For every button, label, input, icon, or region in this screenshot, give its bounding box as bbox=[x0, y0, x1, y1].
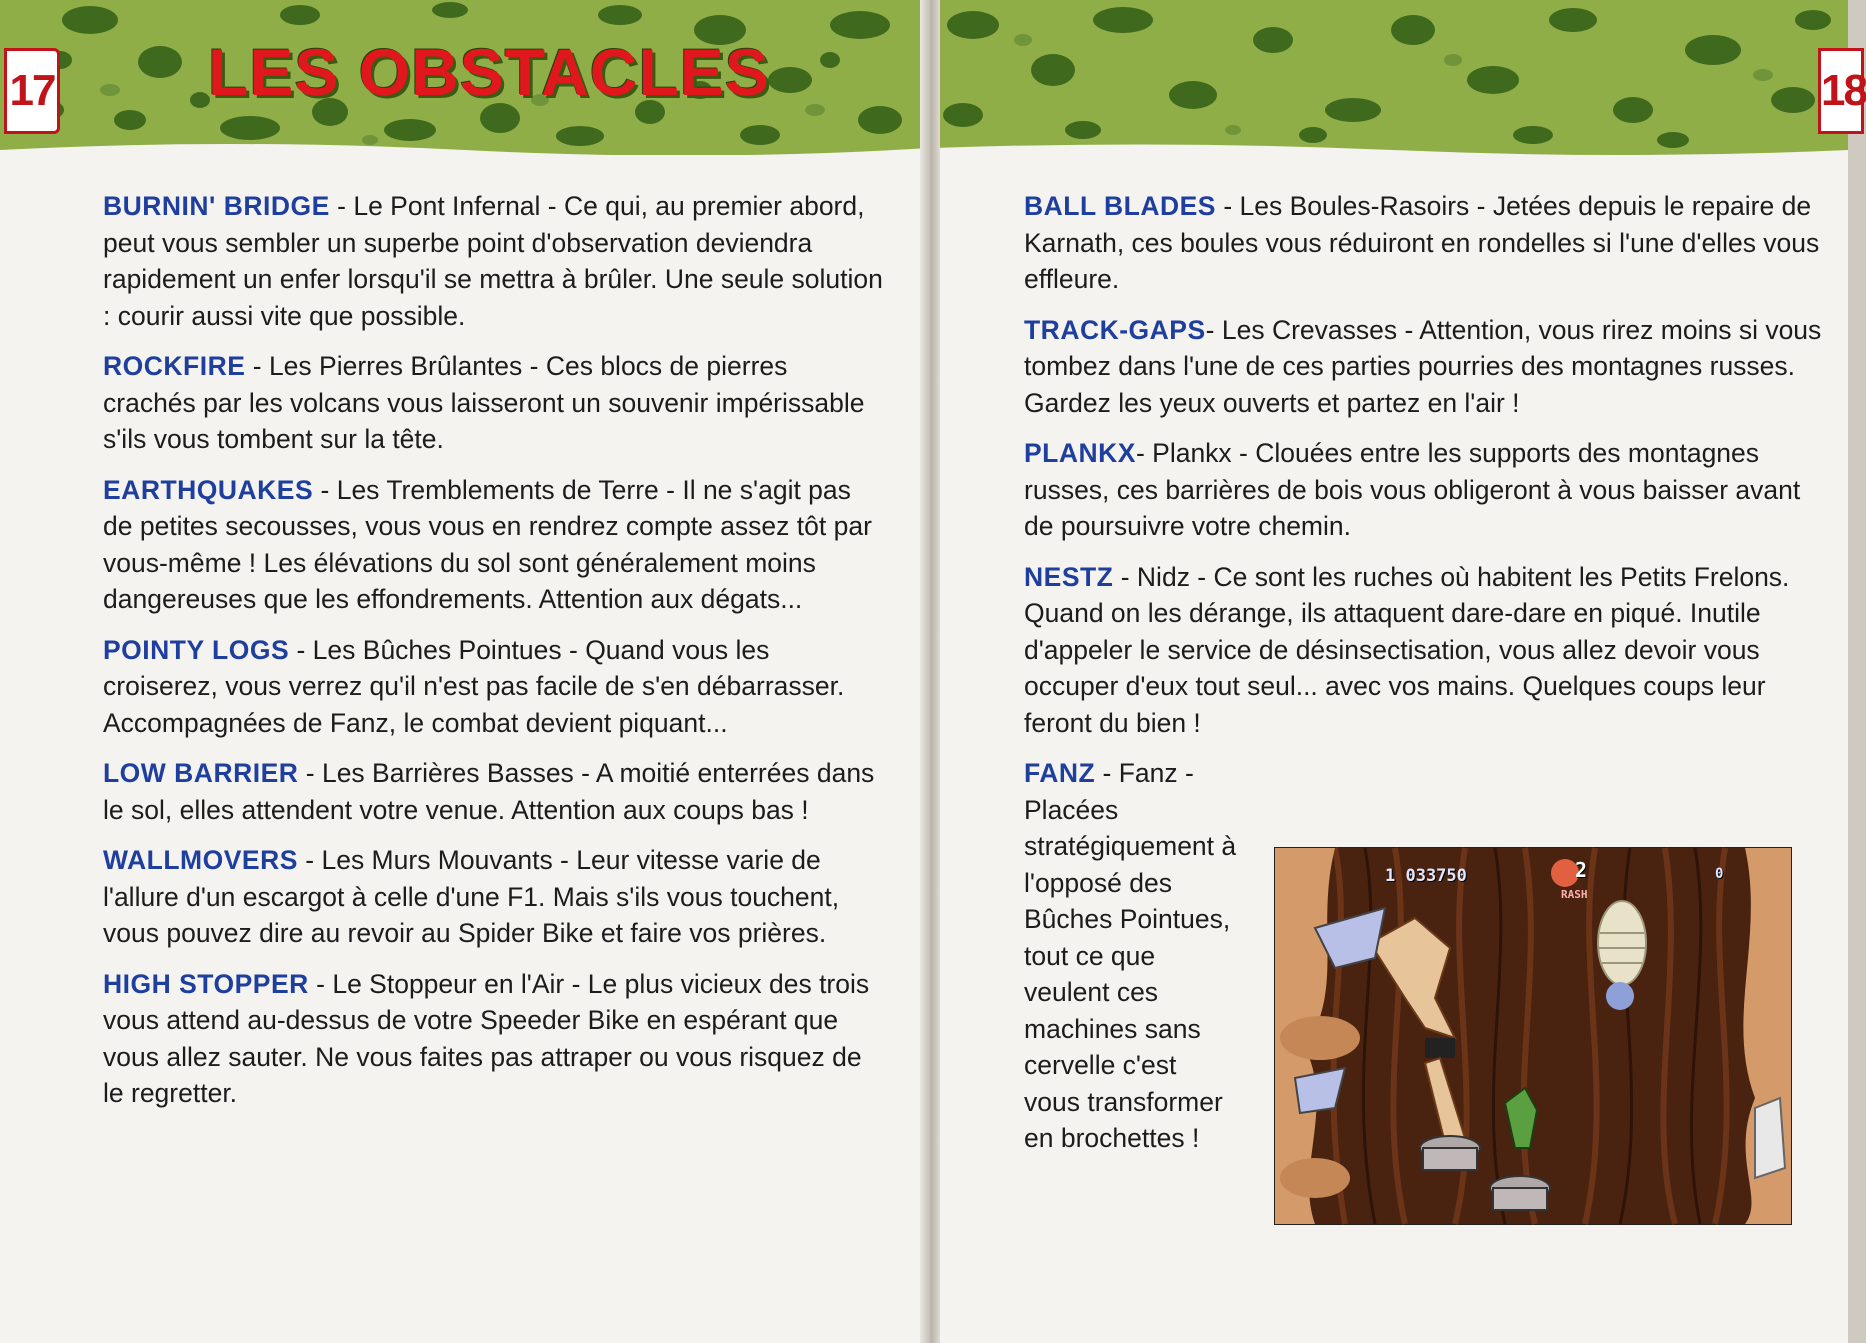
entry-text: - Fanz - Placées stratégiquement à l'opposé des Bûches Pointues, tout ce que veulent ces machines sans cervelle c'est vous transformer en brochettes ! bbox=[1024, 758, 1237, 1153]
entry-keyword: TRACK-GAPS bbox=[1024, 314, 1206, 345]
entry-burnin-bridge bbox=[103, 188, 883, 334]
entry-plankx bbox=[1024, 435, 1824, 545]
entry-text: - Plankx - Clouées entre les supports des montagnes russes, ces barrières de bois vous obligeront à vous baisser avant de poursuivre votre chemin. bbox=[1024, 438, 1801, 541]
entry-ball-blades bbox=[1024, 188, 1824, 298]
entry-rockfire bbox=[103, 348, 883, 458]
hud-player2-score: 0 bbox=[1715, 866, 1724, 882]
page-number: 17 bbox=[4, 48, 60, 134]
entry-keyword: WALLMOVERS bbox=[103, 845, 298, 875]
entry-track-gaps bbox=[1024, 312, 1824, 422]
entry-text: - Le Stoppeur en l'Air - Le plus vicieux des trois vous attend au-dessus de votre Speeder Bike en espérant que vous allez sauter. Ne vous faites pas attraper ou vous risquez de le regretter. bbox=[103, 968, 870, 1108]
entry-text: - Les Boules-Rasoirs - Jetées depuis le repaire de Karnath, ces boules vous réduiront en rondelles si l'une d'elles vous effleure. bbox=[1024, 191, 1820, 294]
entry-keyword: ROCKFIRE bbox=[103, 351, 246, 381]
entry-text: - Nidz - Ce sont les ruches où habitent les Petits Frelons. Quand on les dérange, ils attaquent dare-dare en piqué. Inutile d'appeler le service de désinsectisation, vous allez devoir vous occuper d'eux tout seul... avec vos mains. Quelques coups leur feront du bien ! bbox=[1024, 561, 1790, 738]
page-17 bbox=[0, 0, 929, 1343]
hud-lives: 2 bbox=[1575, 858, 1588, 882]
entry-keyword: BURNIN' BRIDGE bbox=[103, 191, 330, 221]
page-title: LES OBSTACLES bbox=[208, 35, 770, 109]
entry-keyword: POINTY LOGS bbox=[103, 634, 290, 665]
entry-low-barrier bbox=[103, 755, 883, 828]
entry-keyword: LOW BARRIER bbox=[103, 758, 299, 788]
entry-text: - Le Pont Infernal - Ce qui, au premier abord, peut vous sembler un superbe point d'observation deviendra rapidement un enfer lorsqu'il se mettra à brûler. Une seule solution : courir aussi vite que possible. bbox=[103, 191, 883, 331]
entry-keyword: HIGH STOPPER bbox=[103, 968, 309, 999]
entry-wallmovers bbox=[103, 842, 883, 952]
page-number: 18 bbox=[1818, 48, 1864, 134]
hud-player-name: RASH bbox=[1561, 888, 1588, 901]
entry-text: - Les Murs Mouvants - Leur vitesse varie de l'allure d'un escargot à celle d'une F1. Mais s'ils vous touchent, vous pouvez dire au revoir au Spider Bike et faire vos prières. bbox=[103, 845, 840, 948]
leopard-spots-pattern bbox=[933, 0, 1848, 155]
entry-text: - Les Barrières Basses - A moitié enterrées dans le sol, elles attendent votre venue. Attention aux coups bas ! bbox=[103, 758, 875, 825]
entry-keyword: BALL BLADES bbox=[1024, 191, 1216, 221]
entry-text: - Les Pierres Brûlantes - Ces blocs de pierres crachés par les volcans vous laisseront un souvenir impérissable s'ils vous tombent sur la tête. bbox=[103, 351, 865, 454]
entry-text: - Les Tremblements de Terre - Il ne s'agit pas de petites secousses, vous vous en rendrez compte assez tôt par vous-même ! Les élévations du sol sont généralement moins dangereuses que les effondrements. Attention aux dégats... bbox=[103, 474, 872, 614]
book-gutter bbox=[920, 0, 940, 1343]
entry-text: - Les Bûches Pointues - Quand vous les croiserez, vous verrez qu'il n'est pas facile de s'en débarrasser. Accompagnées de Fanz, le combat devient piquant... bbox=[103, 634, 845, 738]
hud-score: 1 033750 bbox=[1385, 866, 1467, 886]
entry-keyword: NESTZ bbox=[1024, 561, 1114, 592]
entry-keyword: EARTHQUAKES bbox=[103, 474, 314, 505]
game-screenshot bbox=[1274, 847, 1792, 1225]
entry-fanz bbox=[1024, 755, 1239, 1157]
entry-text: - Les Crevasses - Attention, vous rirez moins si vous tombez dans l'une de ces parties pourries des montagnes russes. Gardez les yeux ouverts et partez en l'air ! bbox=[1024, 314, 1822, 418]
entry-keyword: PLANKX bbox=[1024, 438, 1136, 468]
entry-high-stopper bbox=[103, 966, 883, 1112]
entry-earthquakes bbox=[103, 472, 883, 618]
game-scene-illustration bbox=[1275, 848, 1791, 1224]
obstacles-list-left bbox=[103, 188, 883, 1126]
leopard-header-band bbox=[933, 0, 1848, 155]
entry-nestz bbox=[1024, 559, 1824, 742]
entry-keyword: FANZ bbox=[1024, 758, 1096, 788]
entry-pointy-logs bbox=[103, 632, 883, 742]
